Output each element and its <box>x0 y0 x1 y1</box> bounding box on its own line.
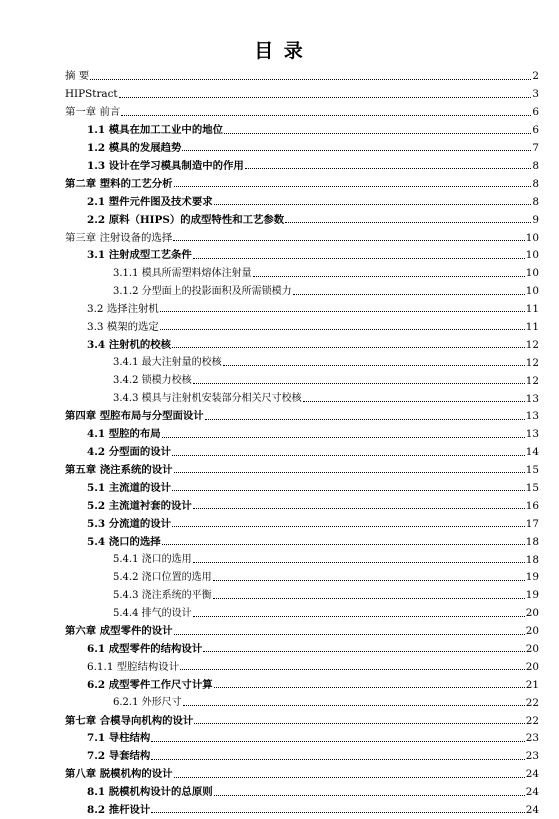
dot-leader <box>160 311 525 312</box>
toc-entry-page: 11 <box>525 320 539 333</box>
dot-leader <box>213 598 525 599</box>
toc-entry-page: 7 <box>532 142 539 155</box>
dot-leader <box>205 419 525 420</box>
toc-entry-label: 5.2 主流道衬套的设计 <box>87 499 192 512</box>
toc-entry[interactable] <box>65 565 539 583</box>
toc-entry[interactable] <box>65 225 539 243</box>
toc-entry-page: 19 <box>525 571 539 584</box>
toc-entry-page: 10 <box>525 267 539 280</box>
toc-entry[interactable] <box>65 368 539 386</box>
toc-entry[interactable] <box>65 744 539 762</box>
dot-leader <box>303 401 525 402</box>
toc-entry-page: 21 <box>525 678 539 691</box>
toc-entry[interactable] <box>65 798 539 816</box>
toc-entry-page: 24 <box>525 786 539 799</box>
toc-entry-label: 5.1 主流道的设计 <box>87 481 172 494</box>
dot-leader <box>151 759 525 760</box>
toc-entry-label: 3.1.2 分型面上的投影面积及所需锁模力 <box>113 285 292 297</box>
toc-entry-label: 摘 要 <box>65 70 90 83</box>
toc-entry-label: 5.3 分流道的设计 <box>87 517 172 530</box>
toc-entry[interactable] <box>65 189 539 207</box>
toc-entry-label: 3.1.1 模具所需塑料熔体注射量 <box>113 267 252 279</box>
toc-entry-page: 9 <box>532 213 539 226</box>
toc-entry-label: 2.1 塑件元件图及技术要求 <box>87 195 213 208</box>
toc-entry[interactable] <box>65 493 539 511</box>
toc-entry[interactable] <box>65 82 539 100</box>
toc-entry-label: 1.1 模具在加工工业中的地位 <box>87 124 223 137</box>
toc-entry[interactable] <box>65 118 539 136</box>
dot-leader <box>172 490 525 491</box>
toc-entry[interactable] <box>65 654 539 672</box>
toc-entry-page: 18 <box>525 535 539 548</box>
toc-entry-page: 15 <box>525 464 539 477</box>
toc-entry-page: 23 <box>525 732 539 745</box>
toc-entry-page: 24 <box>525 804 539 816</box>
dot-leader <box>119 97 532 98</box>
dot-leader <box>173 240 525 241</box>
toc-entry[interactable] <box>65 637 539 655</box>
toc-entry-label: 第六章 成型零件的设计 <box>65 625 173 638</box>
toc-entry-label: 7.2 导套结构 <box>87 750 151 763</box>
toc-entry-page: 12 <box>525 356 539 369</box>
toc-entry-page: 3 <box>532 88 539 101</box>
dot-leader <box>172 347 525 348</box>
dot-leader <box>194 723 524 724</box>
toc-entry-page: 13 <box>525 410 539 423</box>
toc-entry[interactable] <box>65 529 539 547</box>
toc-entry-label: 5.4.4 排气的设计 <box>113 607 192 619</box>
toc-entry-label: 第三章 注射设备的选择 <box>65 231 173 244</box>
dot-leader <box>193 616 525 617</box>
toc-entry[interactable] <box>65 708 539 726</box>
dot-leader <box>245 168 532 169</box>
toc-entry[interactable] <box>65 279 539 297</box>
dot-leader <box>253 276 525 277</box>
toc-entry-label: 8.1 脱模机构设计的总原则 <box>87 786 213 799</box>
toc-entry-label: 3.4.3 模具与注射机安装部分相关尺寸校核 <box>113 392 302 404</box>
toc-entry-label: 1.2 模具的发展趋势 <box>87 142 182 155</box>
toc-entry-page: 15 <box>525 481 539 494</box>
toc-entry-page: 13 <box>525 392 539 405</box>
toc-entry-page: 20 <box>525 625 539 638</box>
dot-leader <box>213 580 525 581</box>
toc-entry[interactable] <box>65 458 539 476</box>
toc-entry-label: 5.4.3 浇注系统的平衡 <box>113 589 212 601</box>
dot-leader <box>293 294 525 295</box>
toc-entry[interactable] <box>65 386 539 404</box>
toc-entry-label: 8.2 推杆设计 <box>87 804 151 816</box>
dot-leader <box>180 669 525 670</box>
toc-entry[interactable] <box>65 314 539 332</box>
toc-entry-page: 20 <box>525 607 539 620</box>
toc-entry-label: 5.4.2 浇口位置的选用 <box>113 571 212 583</box>
toc-entry-page: 20 <box>525 660 539 673</box>
toc-entry-page: 23 <box>525 750 539 763</box>
toc-entry[interactable] <box>65 440 539 458</box>
dot-leader <box>174 472 525 473</box>
dot-leader <box>172 526 525 527</box>
toc-entry[interactable] <box>65 350 539 368</box>
toc-entry-label: 6.1.1 型腔结构设计 <box>87 660 180 673</box>
toc-entry[interactable] <box>65 780 539 798</box>
dot-leader <box>151 812 525 813</box>
toc-entry-label: HIPStract <box>65 88 118 101</box>
dot-leader <box>214 204 532 205</box>
toc-entry[interactable] <box>65 243 539 261</box>
toc-entry-page: 2 <box>532 70 539 83</box>
toc-entry-page: 12 <box>525 374 539 387</box>
dot-leader <box>193 562 525 563</box>
toc-entry-label: 7.1 导柱结构 <box>87 732 151 745</box>
toc-entry[interactable] <box>65 583 539 601</box>
toc-entry-label: 5.4.1 浇口的选用 <box>113 553 192 565</box>
toc-entry-page: 11 <box>525 303 539 316</box>
page-title: 目 录 <box>254 40 305 62</box>
dot-leader <box>174 777 525 778</box>
toc-entry-page: 24 <box>525 768 539 781</box>
toc-entry-label: 6.2.1 外形尺寸 <box>113 697 182 709</box>
toc-entry-page: 17 <box>525 517 539 530</box>
toc-entry[interactable] <box>65 100 539 118</box>
toc-entry-page: 14 <box>525 446 539 459</box>
dot-leader <box>193 383 525 384</box>
toc-entry-label: 1.3 设计在学习模具制造中的作用 <box>87 159 244 172</box>
dot-leader <box>174 634 525 635</box>
toc-entry[interactable] <box>65 422 539 440</box>
toc-entry-page: 6 <box>532 106 539 119</box>
toc-entry[interactable] <box>65 619 539 637</box>
toc-entry[interactable] <box>65 332 539 350</box>
dot-leader <box>193 508 525 509</box>
toc-entry[interactable] <box>65 207 539 225</box>
toc-entry-page: 10 <box>525 249 539 262</box>
toc-entry-page: 8 <box>532 159 539 172</box>
toc-entry-page: 18 <box>525 553 539 566</box>
toc-list <box>65 64 539 815</box>
toc-entry-label: 3.2 选择注射机 <box>87 303 159 316</box>
toc-entry[interactable] <box>65 297 539 315</box>
dot-leader <box>223 365 525 366</box>
toc-entry-page: 13 <box>525 428 539 441</box>
toc-entry-page: 20 <box>525 642 539 655</box>
toc-entry-label: 第五章 浇注系统的设计 <box>65 464 173 477</box>
toc-entry-page: 16 <box>525 499 539 512</box>
toc-entry-label: 3.1 注射成型工艺条件 <box>87 249 192 262</box>
toc-entry-page: 22 <box>525 714 539 727</box>
dot-leader <box>174 186 532 187</box>
dot-leader <box>183 705 525 706</box>
dot-leader <box>214 687 525 688</box>
dot-leader <box>172 455 525 456</box>
toc-entry[interactable] <box>65 136 539 154</box>
toc-entry[interactable] <box>65 153 539 171</box>
toc-entry-page: 19 <box>525 589 539 602</box>
toc-entry-label: 4.1 型腔的布局 <box>87 428 161 441</box>
toc-entry-label: 第一章 前言 <box>65 106 121 119</box>
toc-entry-label: 4.2 分型面的设计 <box>87 446 172 459</box>
dot-leader <box>203 651 525 652</box>
toc-entry-page: 12 <box>525 338 539 351</box>
toc-entry[interactable] <box>65 475 539 493</box>
toc-entry[interactable] <box>65 404 539 422</box>
toc-entry-label: 第二章 塑料的工艺分析 <box>65 177 173 190</box>
toc-entry-label: 2.2 原料（HIPS）的成型特性和工艺参数 <box>87 213 285 226</box>
toc-entry-label: 3.4.1 最大注射量的校核 <box>113 357 222 369</box>
toc-entry-label: 第七章 合模导向机构的设计 <box>65 714 194 727</box>
toc-entry-label: 第四章 型腔布局与分型面设计 <box>65 410 204 423</box>
toc-entry-page: 10 <box>525 231 539 244</box>
toc-entry[interactable] <box>65 547 539 565</box>
dot-leader <box>151 741 525 742</box>
dot-leader <box>160 329 525 330</box>
dot-leader <box>90 79 531 80</box>
toc-entry-label: 3.4 注射机的校核 <box>87 338 172 351</box>
dot-leader <box>121 115 531 116</box>
toc-entry-label: 5.4 浇口的选择 <box>87 535 161 548</box>
dot-leader <box>224 133 531 134</box>
toc-entry-page: 22 <box>525 696 539 709</box>
toc-entry[interactable] <box>65 690 539 708</box>
dot-leader <box>193 258 525 259</box>
toc-entry-label: 6.2 成型零件工作尺寸计算 <box>87 678 213 691</box>
toc-entry[interactable] <box>65 672 539 690</box>
toc-entry-page: 6 <box>532 124 539 137</box>
toc-entry[interactable] <box>65 762 539 780</box>
toc-entry-page: 8 <box>532 195 539 208</box>
dot-leader <box>285 222 531 223</box>
toc-entry-page: 8 <box>532 177 539 190</box>
toc-entry[interactable] <box>65 726 539 744</box>
toc-entry-label: 3.4.2 锁模力校核 <box>113 375 192 387</box>
toc-entry[interactable] <box>65 64 539 82</box>
toc-entry[interactable] <box>65 601 539 619</box>
toc-entry[interactable] <box>65 261 539 279</box>
dot-leader <box>162 544 525 545</box>
dot-leader <box>214 795 525 796</box>
toc-entry-label: 第八章 脱模机构的设计 <box>65 768 173 781</box>
toc-entry[interactable] <box>65 511 539 529</box>
dot-leader <box>162 437 525 438</box>
toc-entry[interactable] <box>65 171 539 189</box>
toc-entry-page: 10 <box>525 285 539 298</box>
toc-entry-label: 3.3 模架的选定 <box>87 320 159 333</box>
toc-entry-label: 6.1 成型零件的结构设计 <box>87 642 203 655</box>
dot-leader <box>182 150 531 151</box>
